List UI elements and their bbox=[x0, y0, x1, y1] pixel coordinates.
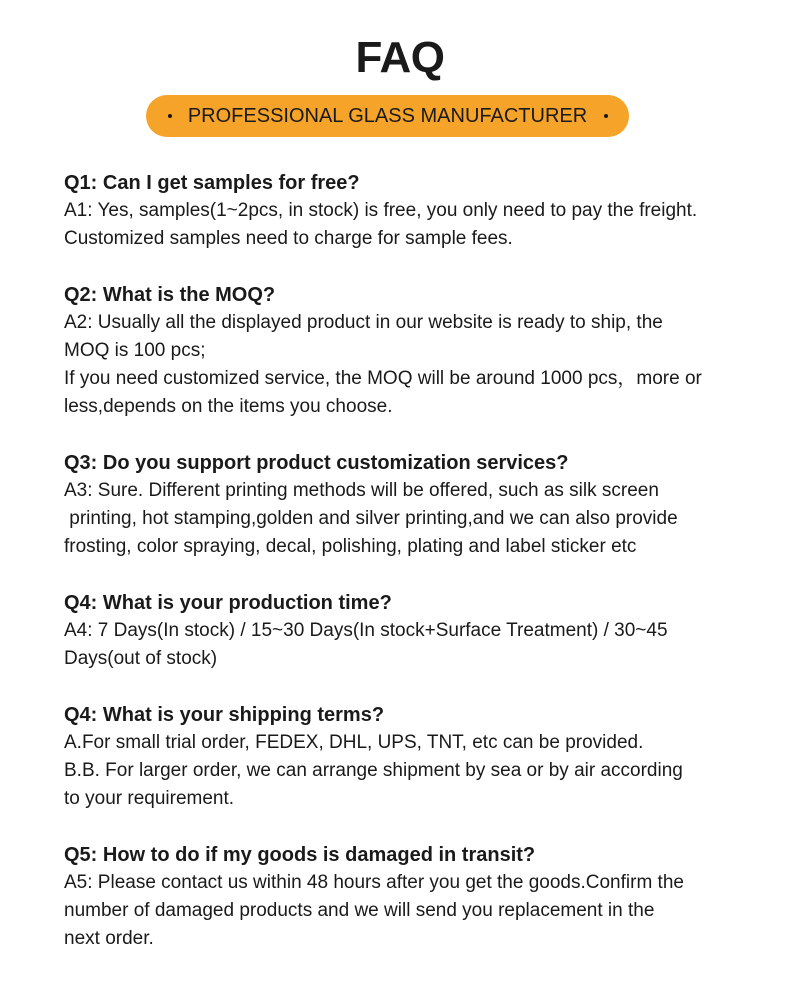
banner-text: PROFESSIONAL GLASS MANUFACTURER bbox=[187, 104, 588, 127]
faq-list bbox=[64, 169, 764, 981]
faq-question: Q4: What is your production time? bbox=[64, 592, 392, 614]
faq-answer-line: A5: Please contact us within 48 hours after you get the goods.Confirm the bbox=[64, 872, 684, 893]
faq-answer-line: printing, hot stamping,golden and silver printing,and we can also provide bbox=[64, 508, 678, 529]
faq-answer-line: Days(out of stock) bbox=[64, 648, 218, 669]
faq-answer-line: Customized samples need to charge for sample fees. bbox=[64, 228, 513, 249]
faq-answer-line: A2: Usually all the displayed product in our website is ready to ship, the bbox=[64, 312, 663, 333]
faq-answer-line: A1: Yes, samples(1~2pcs, in stock) is free, you only need to pay the freight. bbox=[64, 200, 698, 221]
subtitle-banner bbox=[146, 95, 629, 137]
faq-question: Q3: Do you support product customization services? bbox=[64, 452, 569, 474]
faq-item bbox=[64, 449, 764, 561]
bullet-dot-icon bbox=[604, 114, 608, 118]
faq-answer-line: MOQ is 100 pcs; bbox=[64, 340, 206, 361]
faq-answer-line: B.B. For larger order, we can arrange shipment by sea or by air according bbox=[64, 760, 683, 781]
faq-answer-line: If you need customized service, the MOQ will be around 1000 pcs，more or bbox=[64, 368, 702, 389]
faq-question: Q2: What is the MOQ? bbox=[64, 284, 276, 306]
faq-answer-line: A3: Sure. Different printing methods will be offered, such as silk screen bbox=[64, 480, 659, 501]
bullet-dot-icon bbox=[168, 114, 172, 118]
faq-question: Q1: Can I get samples for free? bbox=[64, 172, 360, 194]
faq-answer-line: next order. bbox=[64, 928, 154, 949]
faq-answer-line: A.For small trial order, FEDEX, DHL, UPS, TNT, etc can be provided. bbox=[64, 732, 644, 753]
faq-item bbox=[64, 701, 764, 813]
faq-answer-line: less,depends on the items you choose. bbox=[64, 396, 393, 417]
faq-question: Q4: What is your shipping terms? bbox=[64, 704, 385, 726]
faq-item bbox=[64, 589, 764, 673]
faq-item bbox=[64, 169, 764, 253]
faq-answer-line: A4: 7 Days(In stock) / 15~30 Days(In stock+Surface Treatment) / 30~45 bbox=[64, 620, 668, 641]
faq-item bbox=[64, 281, 764, 421]
faq-answer-line: to your requirement. bbox=[64, 788, 235, 809]
faq-answer-line: number of damaged products and we will send you replacement in the bbox=[64, 900, 655, 921]
faq-item bbox=[64, 841, 764, 953]
faq-question: Q5: How to do if my goods is damaged in transit? bbox=[64, 844, 536, 866]
faq-answer-line: frosting, color spraying, decal, polishing, plating and label sticker etc bbox=[64, 536, 637, 557]
page-title: FAQ bbox=[355, 33, 445, 82]
